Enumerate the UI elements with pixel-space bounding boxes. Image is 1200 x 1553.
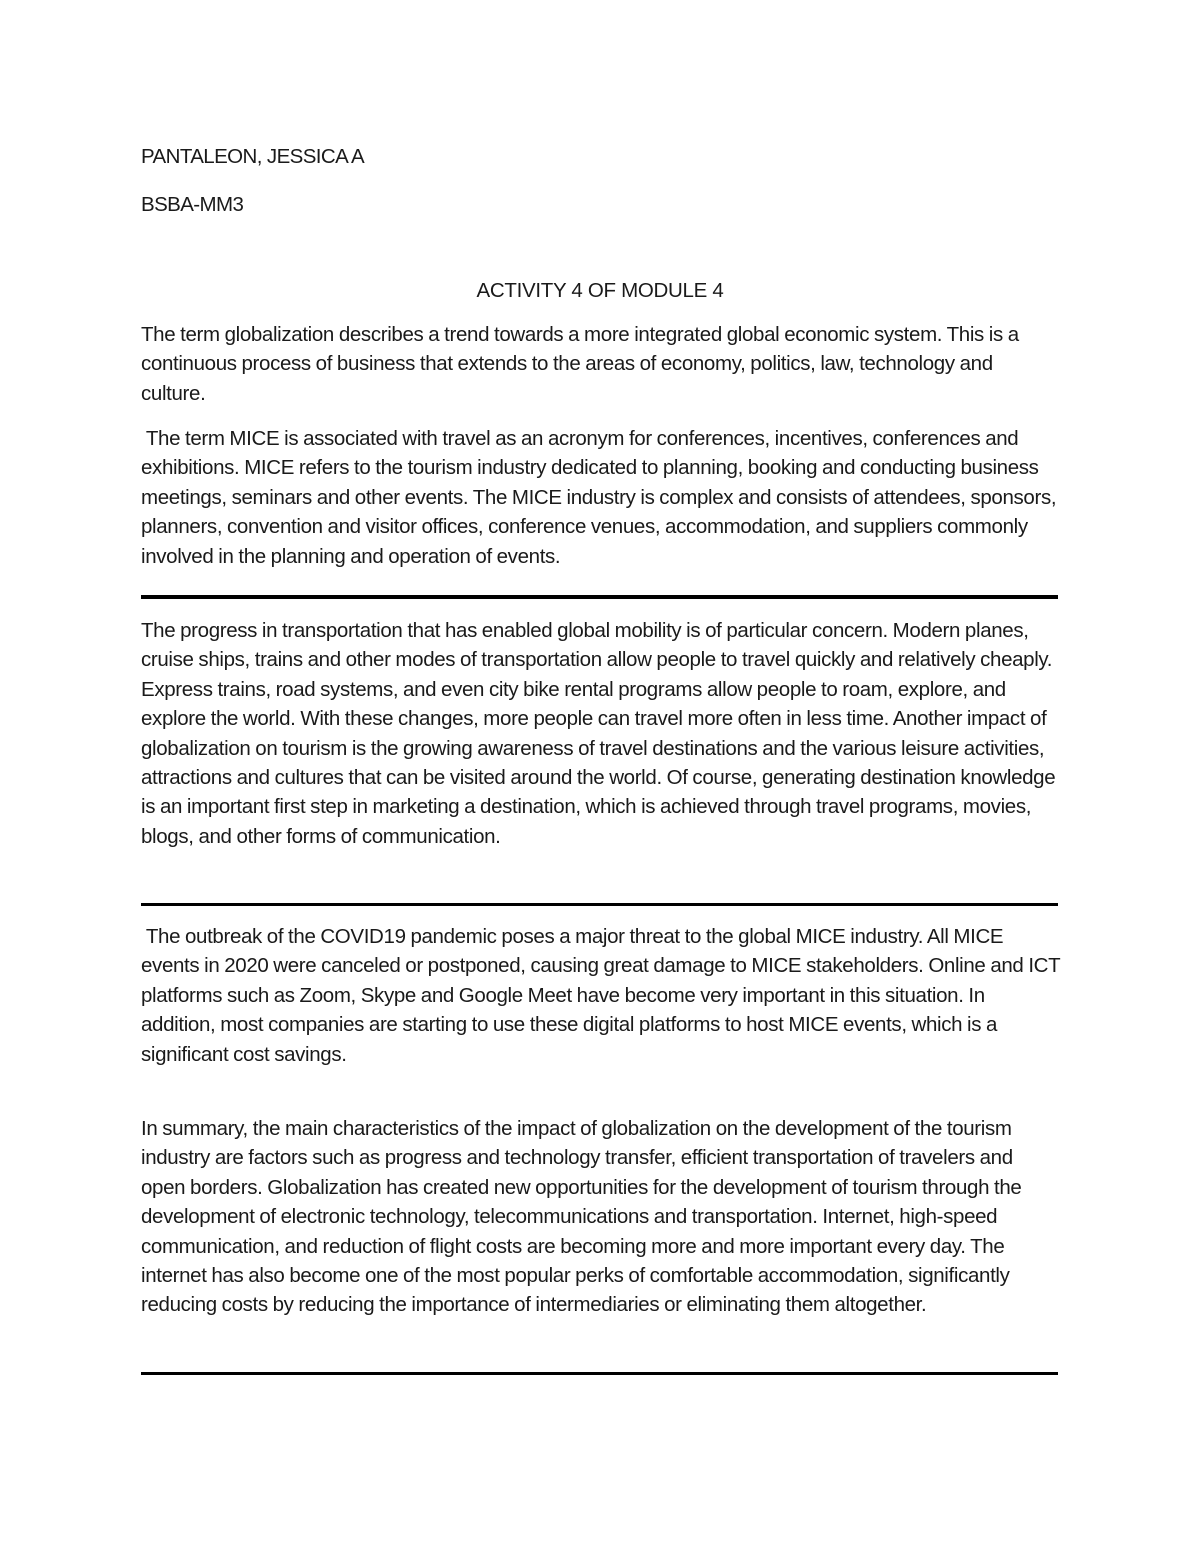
- paragraph-globalization: The term globalization describes a trend towards a more integrated global economic system. This is a continuous process of business that extends to the areas of economy, politics, law, technology and culture.: [141, 323, 1019, 405]
- divider-rule: [141, 1372, 1058, 1375]
- paragraph-transportation: The progress in transportation that has enabled global mobility is of particular concern. Modern planes, cruise ships, trains and other modes of transportation allow people to travel quickly and relatively cheaply. Express trains, road systems, and even city bike rental programs allow people to roam, explore, and explore the world. With these changes, more people can travel more often in less time. Another impact of globalization on tourism is the growing awareness of travel destinations and the various leisure activities, attractions and cultures that can be visited around the world. Of course, generating destination knowledge is an important first step in marketing a destination, which is achieved through travel programs, movies, blogs, and other forms of communication.: [141, 619, 1056, 848]
- paragraph-mice: The term MICE is associated with travel as an acronym for conferences, incentives, conferences and exhibitions. MICE refers to the tourism industry dedicated to planning, booking and conducting business meetings, seminars and other events. The MICE industry is complex and consists of attendees, sponsors, planners, convention and visitor offices, conference venues, accommodation, and suppliers commonly involved in the planning and operation of events.: [141, 427, 1062, 568]
- divider-rule: [141, 595, 1058, 599]
- divider-rule: [141, 903, 1058, 906]
- student-section: BSBA-MM3: [141, 193, 244, 216]
- student-name: PANTALEON, JESSICA A: [141, 145, 365, 168]
- paragraph-covid19: The outbreak of the COVID19 pandemic poses a major threat to the global MICE industry. All MICE events in 2020 were canceled or postponed, causing great damage to MICE stakeholders. Online and ICT platforms such as Zoom, Skype and Google Meet have become very important in this situation. In addition, most companies are starting to use these digital platforms to host MICE events, which is a significant cost savings.: [141, 925, 1065, 1066]
- document-title: ACTIVITY 4 OF MODULE 4: [476, 279, 724, 302]
- paragraph-summary: In summary, the main characteristics of the impact of globalization on the development of the tourism industry are factors such as progress and technology transfer, efficient transportation of travelers and open borders. Globalization has created new opportunities for the development of tourism through the development of electronic technology, telecommunications and transportation. Internet, high-speed communication, and reduction of flight costs are becoming more and more important every day. The internet has also become one of the most popular perks of comfortable accommodation, significantly reducing costs by reducing the importance of intermediaries or eliminating them altogether.: [141, 1117, 1022, 1317]
